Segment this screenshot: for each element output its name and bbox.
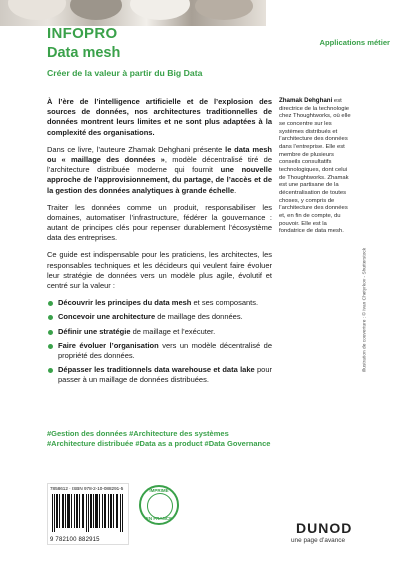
illustration-credit: Illustration de couverture : © Ivan Chetyrkov - Shutterstock — [362, 247, 368, 373]
isbn-number: 9 782100 882915 — [50, 537, 100, 543]
principles-paragraph: Traiter les données comme un produit, responsabiliser les domaines, automatiser l’infrastructure, fédérer la gouvernance : autant de principes clés pour repenser durablement l’écosystème data des entreprises. — [47, 202, 272, 243]
benefits-list — [47, 298, 272, 385]
seal-text-bottom: EN FRANCE — [145, 516, 173, 521]
list-item-bold: Faire évoluer l’organisation — [58, 340, 159, 350]
barcode-icon — [52, 494, 124, 532]
list-item-bold: Dépasser les traditionnels data warehouse et data lake — [58, 365, 255, 375]
intro-paragraph — [47, 145, 272, 196]
publisher-tagline: une page d’avance — [291, 537, 346, 544]
audience-paragraph: Ce guide est indispensable pour les praticiens, les architectes, les responsables techniques et les décideurs qui veulent faire évoluer leur stratégie de données vers un modèle plus agile, évolutif et centré sur la valeur : — [47, 250, 272, 290]
list-item-bold: Découvrir les principes du data mesh — [58, 298, 192, 308]
list-item — [47, 327, 272, 337]
author-name: Zhamak Dehghani — [279, 97, 333, 104]
lead-paragraph: À l’ère de l’intelligence artificielle et de l’explosion des sources de données, nos architectures traditionnelles de données montrent leurs limites et ne sont plus adaptées à la complexité des organisations. — [47, 97, 272, 137]
author-bio-text: est directrice de la technologie chez Thoughtworks, où elle se concentre sur les systèmes distribués et l’architecture des données dans l’entreprise. Elle est membre de plusieurs conseils consultatifs technologiques, dont celui de Thoughtworks. Zhamak est une partisane de la décentralisation de toutes choses, y compris de l’architecture des données et, en fin de compte, du pouvoir. Elle est la fondatrice de data mesh. — [279, 98, 351, 235]
seal-text-top: IMPRIMÉ — [149, 488, 169, 493]
list-item-text: de maillage et l’exécuter. — [130, 326, 216, 336]
isbn-barcode — [47, 483, 129, 545]
list-item — [47, 298, 272, 308]
printed-in-france-seal — [139, 485, 179, 525]
list-item-bold: Concevoir une architecture — [58, 312, 156, 322]
list-item-text: de maillage des données. — [155, 312, 243, 322]
book-subtitle: Créer de la valeur à partir du Big Data — [47, 68, 203, 78]
series-brand: INFOPRO — [47, 25, 118, 42]
list-item-text: et ses composants. — [191, 298, 259, 308]
cover-photo-strip — [0, 0, 266, 26]
isbn-label: 7858612 · ISBN 978-2-10-088291-5 — [50, 486, 124, 491]
intro-text-3: . — [234, 185, 237, 195]
hashtags: #Gestion des données #Architecture des systèmes #Architecture distribuée #Data as a product #Data Governance — [47, 429, 271, 448]
intro-text-2: , modèle décentralisé tiré de l’architecture distribuée moderne qui fournit — [47, 154, 273, 175]
author-bio — [279, 97, 351, 236]
intro-text-1: Dans ce livre, l’auteure Zhamak Dehghani présente — [47, 144, 226, 154]
list-item-text: vers un modèle décentralisé de propriété des données. — [58, 340, 272, 360]
intro-bold-1: le data mesh ou « maillage des données » — [47, 144, 273, 164]
blurb — [47, 97, 272, 390]
collection-label: Applications métier — [319, 38, 390, 47]
list-item — [47, 341, 272, 361]
intro-bold-2: une nouvelle approche de l’approvisionnement, du partage, de l’accès et de la gestion des données analytiques à grande échelle — [47, 165, 272, 195]
list-item-bold: Définir une stratégie — [58, 326, 131, 336]
list-item — [47, 312, 272, 322]
publisher-logo: DUNOD — [296, 520, 353, 536]
book-title: Data mesh — [47, 45, 121, 61]
list-item-text: pour passer à un maillage de données distribuées. — [58, 365, 272, 385]
list-item — [47, 365, 272, 385]
